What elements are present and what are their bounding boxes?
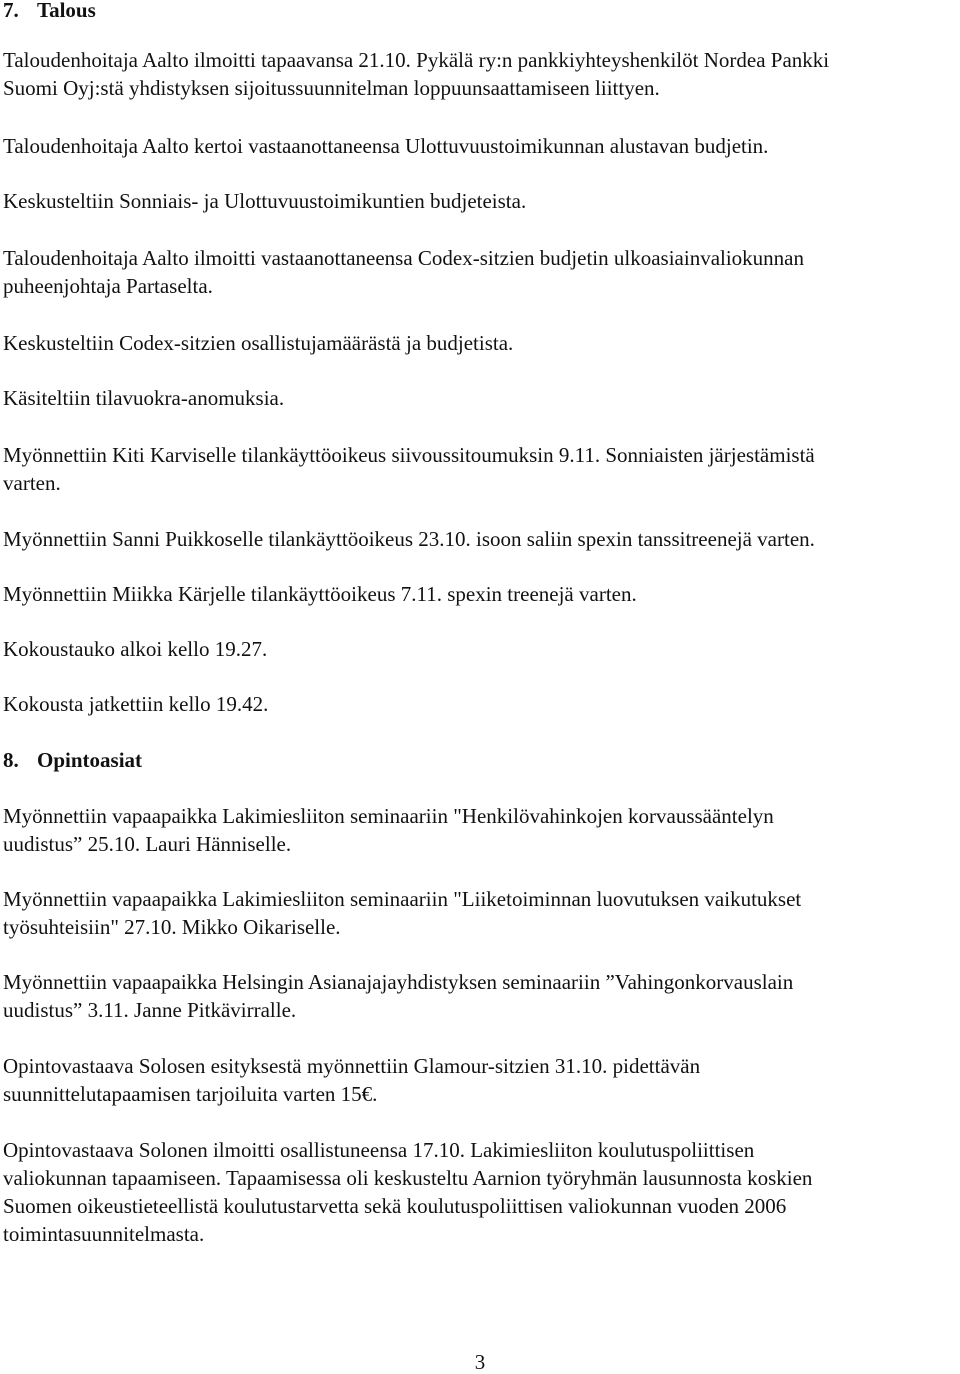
section-7-paragraph: Taloudenhoitaja Aalto ilmoitti vastaanottaneensa Codex-sitzien budjetin ulkoasiainvaliokunnan puheenjohtaja Partaselta. bbox=[3, 246, 805, 298]
section-7-paragraph: Kokousta jatkettiin kello 19.42. bbox=[3, 692, 269, 716]
section-8-paragraph: Myönnettiin vapaapaikka Lakimiesliiton seminaariin "Liiketoiminnan luovutuksen vaikutukset työsuhteisiin" 27.10. Mikko Oikariselle. bbox=[3, 887, 802, 939]
section-7-title: Talous bbox=[37, 0, 96, 22]
section-7-paragraph: Keskusteltiin Sonniais- ja Ulottuvuustoimikuntien budjeteista. bbox=[3, 189, 527, 213]
section-8-paragraph: Myönnettiin vapaapaikka Helsingin Asianajajayhdistyksen seminaariin ”Vahingonkorvauslain uudistus” 3.11. Janne Pitkävirralle. bbox=[3, 970, 794, 1022]
section-7-heading bbox=[3, 0, 96, 22]
section-7-paragraph: Myönnettiin Kiti Karviselle tilankäyttöoikeus siivoussitoumuksin 9.11. Sonniaisten järjestämistä varten. bbox=[3, 443, 815, 495]
section-8-heading bbox=[3, 748, 142, 772]
section-7-paragraph: Myönnettiin Sanni Puikkoselle tilankäyttöoikeus 23.10. isoon saliin spexin tanssitreenejä varten. bbox=[3, 527, 815, 551]
section-7-paragraph: Kokoustauko alkoi kello 19.27. bbox=[3, 637, 268, 661]
section-8-paragraph: Opintovastaava Solosen esityksestä myönnettiin Glamour-sitzien 31.10. pidettävän suunnittelutapaamisen tarjoiluita varten 15€. bbox=[3, 1054, 701, 1106]
section-7-paragraph: Taloudenhoitaja Aalto kertoi vastaanottaneensa Ulottuvuustoimikunnan alustavan budjetin. bbox=[3, 134, 769, 158]
section-8-paragraph: Opintovastaava Solonen ilmoitti osallistuneensa 17.10. Lakimiesliiton koulutuspoliittisen valiokunnan tapaamiseen. Tapaamisessa oli keskusteltu Aarnion työryhmän lausunnosta koskien Suomen oikeustieteellistä koulutustarvetta sekä koulutuspoliittisen valiokunnan vuoden 2006 toimintasuunnitelmasta. bbox=[3, 1138, 813, 1246]
section-7-paragraph: Myönnettiin Miikka Kärjelle tilankäyttöoikeus 7.11. spexin treenejä varten. bbox=[3, 582, 637, 606]
section-7-number: 7. bbox=[3, 0, 19, 22]
section-8-paragraph: Myönnettiin vapaapaikka Lakimiesliiton seminaariin "Henkilövahinkojen korvaussääntelyn uudistus” 25.10. Lauri Hänniselle. bbox=[3, 804, 774, 856]
section-7-paragraph: Taloudenhoitaja Aalto ilmoitti tapaavansa 21.10. Pykälä ry:n pankkiyhteyshenkilöt Nordea Pankki Suomi Oyj:stä yhdistyksen sijoitussuunnitelman loppuunsaattamiseen liittyen. bbox=[3, 48, 830, 100]
section-7-paragraph: Keskusteltiin Codex-sitzien osallistujamäärästä ja budjetista. bbox=[3, 331, 514, 355]
section-8-title: Opintoasiat bbox=[37, 748, 143, 772]
section-8-number: 8. bbox=[3, 748, 19, 772]
page-number: 3 bbox=[474, 1350, 486, 1374]
section-7-paragraph: Käsiteltiin tilavuokra-anomuksia. bbox=[3, 386, 285, 410]
